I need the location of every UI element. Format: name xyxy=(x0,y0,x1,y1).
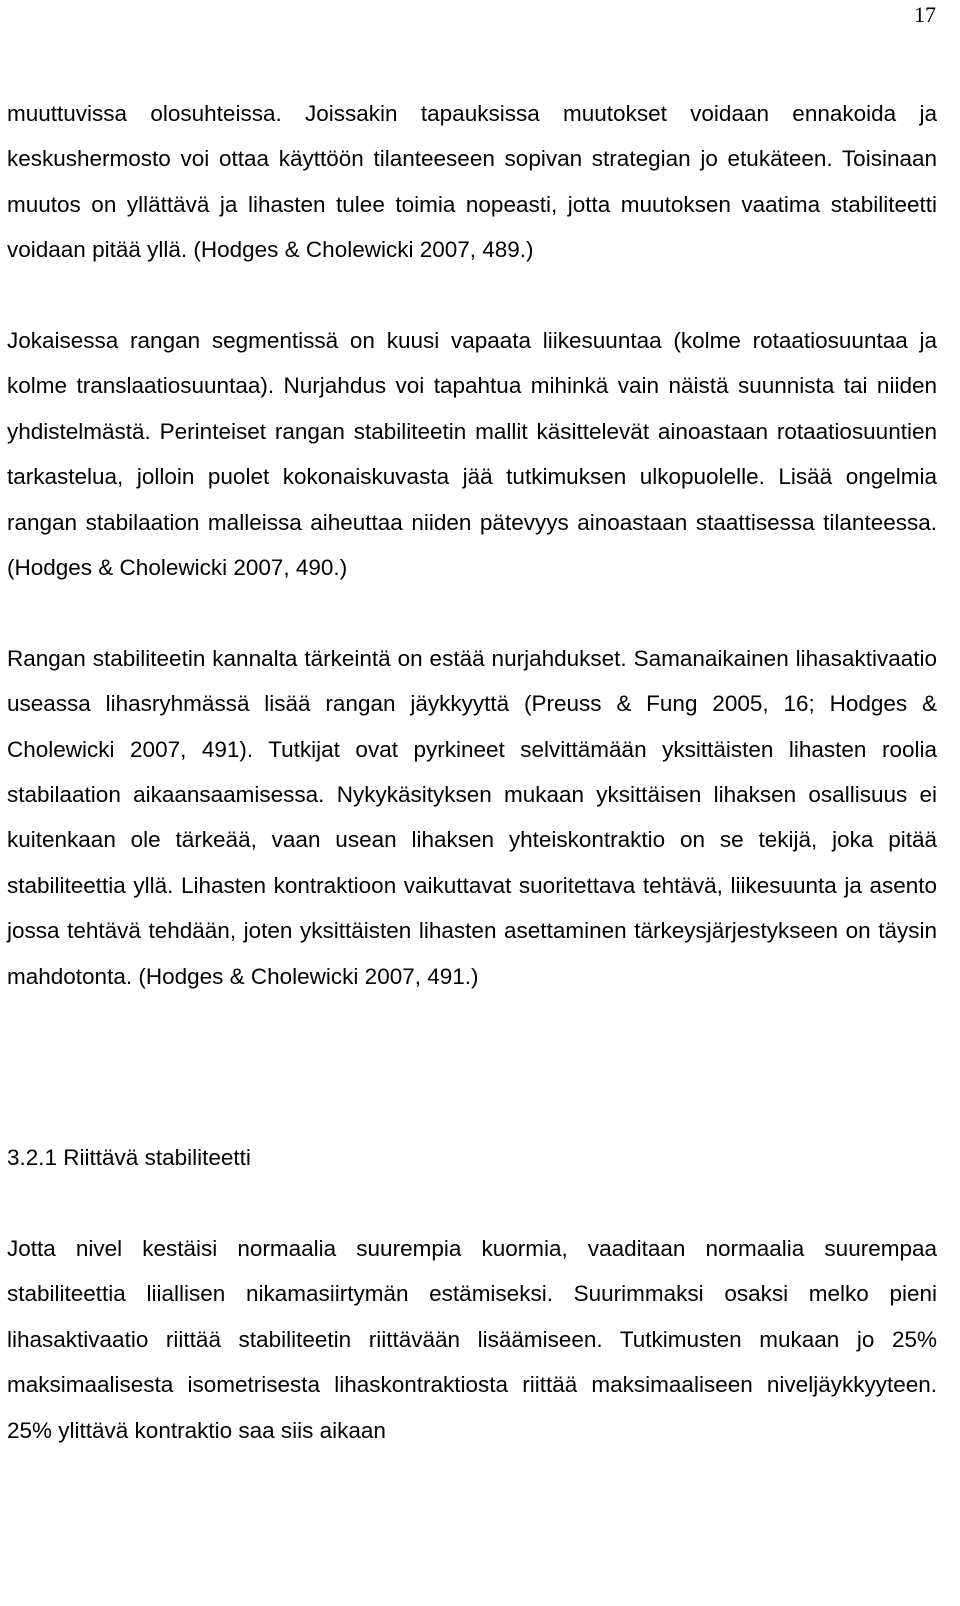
paragraph-degrees-of-freedom: Jokaisessa rangan segmentissä on kuusi vapaata liikesuuntaa (kolme rotaatiosuuntaa ja kolme translaatiosuuntaa). Nurjahdus voi tapahtua mihinkä vain näistä suunnista tai niiden yhdistelmästä. Perinteiset rangan stabiliteetin mallit käsittelevät ainoastaan rotaatiosuuntien tarkastelua, jolloin puolet kokonaiskuvasta jää tutkimuksen ulkopuolelle. Lisää ongelmia rangan stabilaation malleissa aiheuttaa niiden pätevyys ainoastaan staattisessa tilanteessa. (Hodges & Cholewicki 2007, 490.) xyxy=(7,328,937,581)
paragraph-muscle-coactivation: Rangan stabiliteetin kannalta tärkeintä on estää nurjahdukset. Samanaikainen lihasaktivaatio useassa lihasryhmässä lisää rangan jäykkyyttä (Preuss & Fung 2005, 16; Hodges & Cholewicki 2007, 491). Tutkijat ovat pyrkineet selvittämään yksittäisten lihasten roolia stabilaation aikaansaamisessa. Nykykäsityksen mukaan yksittäisen lihaksen osallisuus ei kuitenkaan ole tärkeää, vaan usean lihaksen yhteiskontraktio on se tekijä, joka pitää stabiliteettia yllä. Lihasten kontraktioon vaikuttavat suoritettava tehtävä, liikesuunta ja asento jossa tehtävä tehdään, joten yksittäisten lihasten asettaminen tärkeysjärjestykseen on täysin mahdotonta. (Hodges & Cholewicki 2007, 491.) xyxy=(7,645,937,989)
paragraph-stability-strategies: muuttuvissa olosuhteissa. Joissakin tapauksissa muutokset voidaan ennakoida ja keskushermosto voi ottaa käyttöön tilanteeseen sopivan strategian jo etukäteen. Toisinaan muutos on yllättävä ja lihasten tulee toimia nopeasti, jotta muutoksen vaatima stabiliteetti voidaan pitää yllä. (Hodges & Cholewicki 2007, 489.) xyxy=(7,101,937,263)
paragraph-sufficient-stability: Jotta nivel kestäisi normaalia suurempia kuormia, vaaditaan normaalia suurempaa stabiliteettia liiallisen nikamasiirtymän estämiseksi. Suurimmaksi osaksi melko pieni lihasaktivaatio riittää stabiliteetin riittävään lisäämiseen. Tutkimusten mukaan jo 25% maksimaalisesta isometrisesta lihaskontraktiosta riittää maksimaaliseen niveljäykkyyteen. 25% ylittävä kontraktio saa siis aikaan xyxy=(7,1235,937,1443)
document-body xyxy=(7,91,937,1453)
section-heading: 3.2.1 Riittävä stabiliteetti xyxy=(7,1145,251,1171)
heading-gap xyxy=(7,1181,937,1226)
section-gap xyxy=(7,999,937,1135)
page-number: 17 xyxy=(914,2,936,27)
